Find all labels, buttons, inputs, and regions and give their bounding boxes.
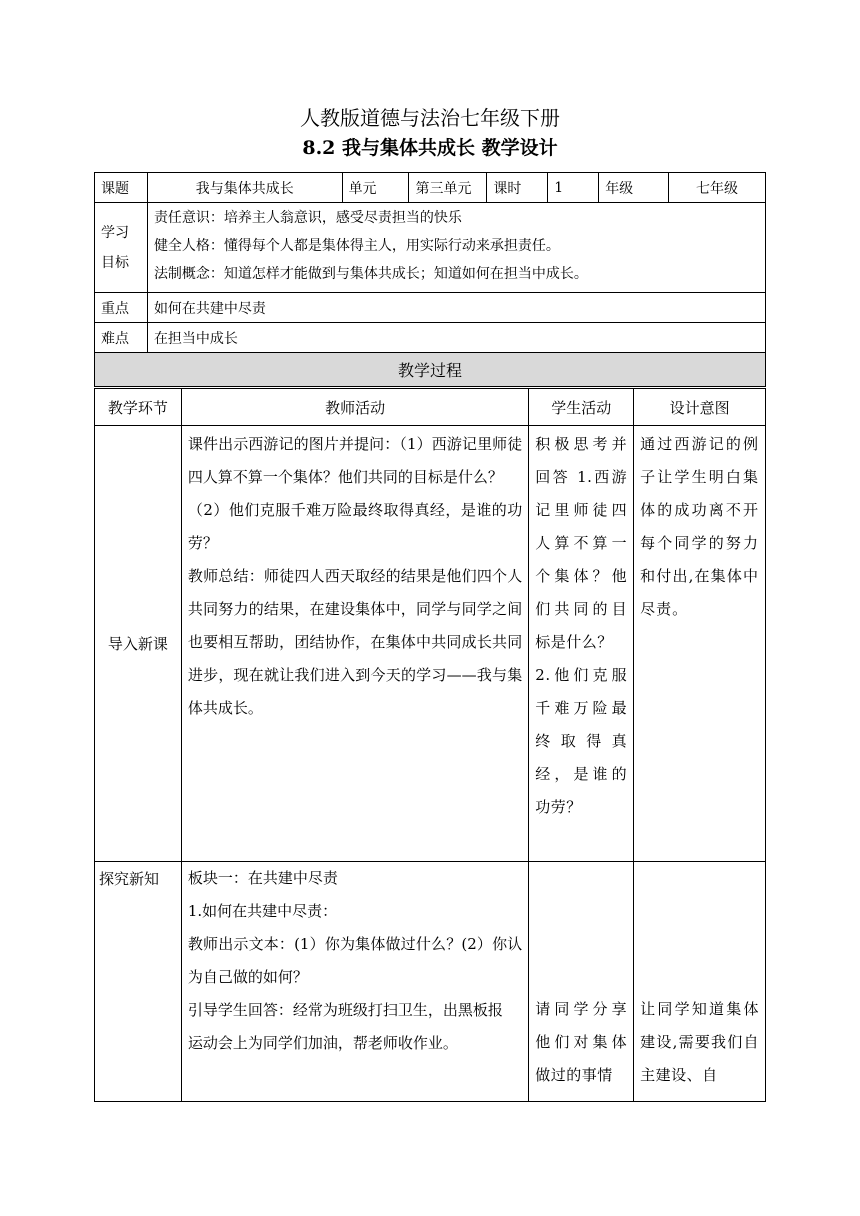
difficulty-value: 在担当中成长 bbox=[147, 323, 765, 353]
student-activity-explore: 请同学分享他们对集体做过的事情 bbox=[529, 862, 634, 1102]
intent-intro: 通过西游记的例子让学生明白集体的成功离不开每个同学的努力和付出,在集体中尽责。 bbox=[634, 426, 766, 862]
hours-value: 1 bbox=[548, 173, 599, 203]
info-table bbox=[94, 172, 766, 387]
teacher-activity-intro bbox=[181, 426, 528, 862]
unit-value: 第三单元 bbox=[409, 173, 487, 203]
process-row-explore bbox=[95, 862, 766, 1102]
header-intent: 设计意图 bbox=[634, 389, 766, 426]
teacher-paragraph: 引导学生回答：经常为班级打扫卫生，出黑板报 bbox=[187, 1001, 503, 1019]
info-row-course bbox=[95, 173, 766, 203]
key-value: 如何在共建中尽责 bbox=[147, 293, 765, 323]
goal-item: 健全人格：懂得每个人都是集体得主人，用实际行动来承担责任。 bbox=[153, 238, 560, 254]
hours-label: 课时 bbox=[487, 173, 548, 203]
goal-item: 法制概念：知道怎样才能做到与集体共成长；知道如何在担当中成长。 bbox=[153, 266, 588, 282]
student-activity-intro bbox=[529, 426, 634, 862]
stage-explore: 探究新知 bbox=[95, 862, 182, 1102]
goals-list bbox=[147, 203, 765, 293]
stage-intro: 导入新课 bbox=[95, 426, 182, 862]
grade-label: 年级 bbox=[599, 173, 669, 203]
grade-value: 七年级 bbox=[669, 173, 766, 203]
student-paragraph: 积极思考并回答 1.西游记里师徒四人算不算一个集体？他们共同的目标是什么？ bbox=[535, 435, 628, 651]
teacher-paragraph: 课件出示西游记的图片并提问：（1）西游记里师徒四人算不算一个集体？他们共同的目标是什么？ bbox=[187, 435, 523, 486]
teacher-activity-explore bbox=[181, 862, 528, 1102]
goals-label-line: 目标 bbox=[101, 254, 129, 271]
process-header-row bbox=[95, 389, 766, 426]
teacher-paragraph: 教师出示文本：(1）你为集体做过什么？(2）你认为自己做的如何？ bbox=[187, 935, 523, 986]
header-teacher: 教师活动 bbox=[181, 389, 528, 426]
difficulty-label: 难点 bbox=[95, 323, 148, 353]
course-value: 我与集体共成长 bbox=[147, 173, 342, 203]
teacher-paragraph: 板块一：在共建中尽责 bbox=[187, 869, 338, 887]
header-student: 学生活动 bbox=[529, 389, 634, 426]
key-label: 重点 bbox=[95, 293, 148, 323]
student-paragraph: 2.他们克服千难万险最终取得真经，是谁的功劳？ bbox=[535, 666, 628, 816]
process-table bbox=[94, 388, 766, 1102]
info-row-difficulty bbox=[95, 323, 766, 353]
info-row-key bbox=[95, 293, 766, 323]
teacher-paragraph: 教师总结：师徒四人西天取经的结果是他们四个人共同努力的结果，在建设集体中，同学与同学之间也要相互帮助，团结协作，在集体中共同成长共同进步，现在就让我们进入到今天的学习——我与集体共成长。 bbox=[187, 567, 523, 717]
header-stage: 教学环节 bbox=[95, 389, 182, 426]
unit-label: 单元 bbox=[342, 173, 409, 203]
teacher-paragraph: 运动会上为同学们加油，帮老师收作业。 bbox=[187, 1034, 458, 1052]
teacher-paragraph: 1.如何在共建中尽责： bbox=[187, 902, 338, 920]
process-row-intro bbox=[95, 426, 766, 862]
intent-explore: 让同学知道集体建设,需要我们自主建设、自 bbox=[634, 862, 766, 1102]
teacher-paragraph: （2）他们克服千难万险最终取得真经，是谁的功劳？ bbox=[187, 501, 523, 552]
document-title: 人教版道德与法治七年级下册 bbox=[300, 106, 560, 130]
goal-item: 责任意识：培养主人翁意识，感受尽责担当的快乐 bbox=[153, 210, 462, 226]
process-banner-row bbox=[95, 353, 766, 387]
goals-label-line: 学习 bbox=[101, 224, 129, 241]
process-title: 教学过程 bbox=[95, 353, 766, 387]
document-subtitle: 8.2 我与集体共成长 教学设计 bbox=[302, 137, 558, 159]
goals-label bbox=[95, 203, 148, 293]
course-label: 课题 bbox=[95, 173, 148, 203]
info-row-goals bbox=[95, 203, 766, 293]
